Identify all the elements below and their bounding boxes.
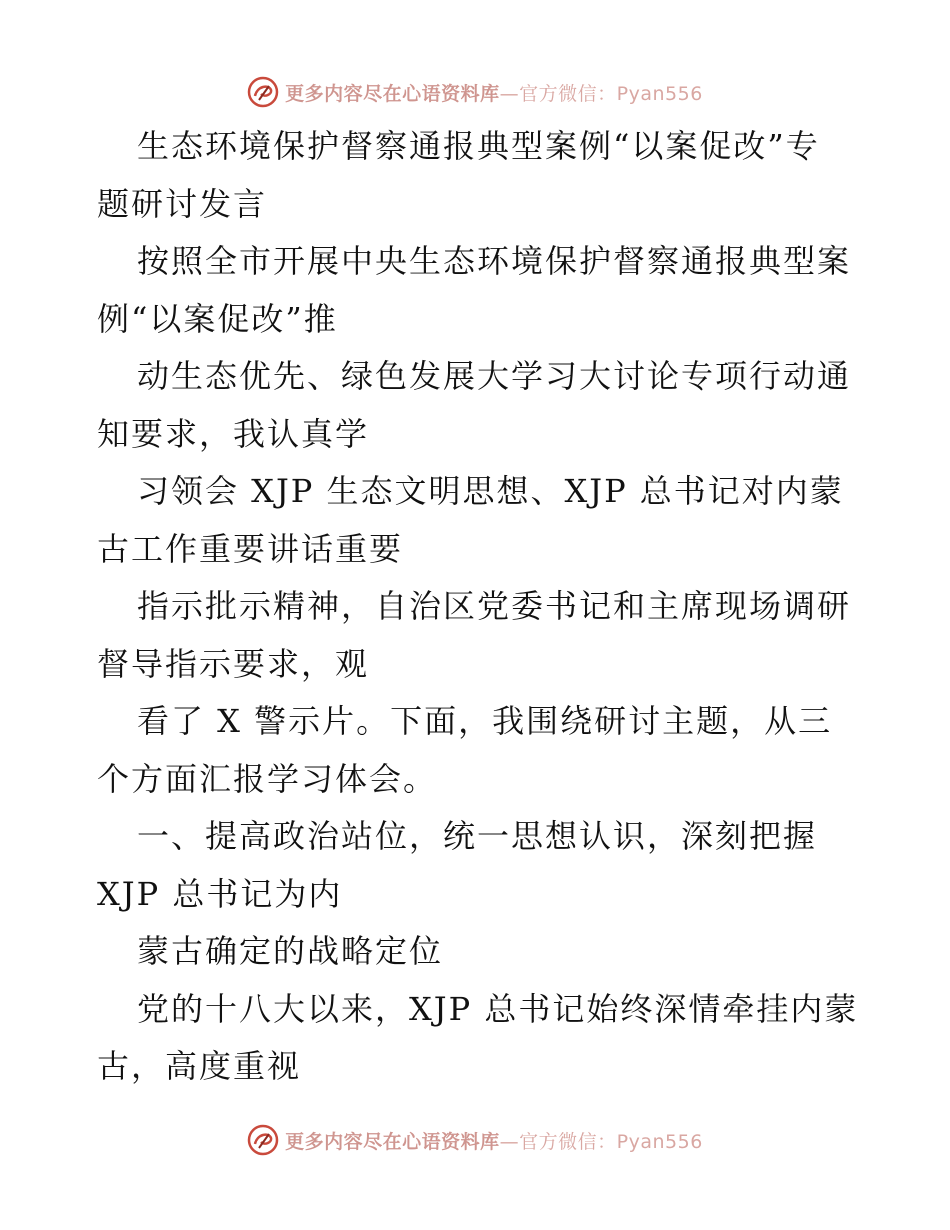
header-separator: —: [499, 82, 520, 105]
footer-banner: [0, 1120, 950, 1160]
footer-contact-text: 官方微信：Pyan556: [519, 1130, 703, 1153]
text-line: 例“以案促改”推: [97, 299, 338, 338]
text-line: 生态环境保护督察通报典型案例“以案促改”专: [137, 127, 820, 165]
text-line: 指示批示精神，自治区党委书记和主席现场调研: [137, 587, 852, 625]
text-line: 知要求，我认真学: [97, 414, 370, 453]
text-line: 党的十八大以来，XJP 总书记始终深情牵挂内蒙: [137, 989, 859, 1028]
text-line: XJP 总书记为内: [97, 874, 343, 913]
red-swirl-logo-icon: [247, 76, 279, 108]
footer-separator: —: [499, 1130, 520, 1153]
header-banner: [0, 72, 950, 112]
text-line: 古工作重要讲话重要: [97, 529, 404, 568]
text-line: 古，高度重视: [97, 1047, 302, 1085]
header-contact-text: 官方微信：Pyan556: [519, 82, 703, 105]
text-line: 习领会 XJP 生态文明思想、XJP 总书记对内蒙: [137, 472, 844, 510]
document-body: [97, 118, 857, 1096]
text-line: 动生态优先、绿色发展大学习大讨论专项行动通: [137, 357, 852, 395]
text-line: 按照全市开展中央生态环境保护督察通报典型案: [137, 242, 852, 280]
text-line: 一、提高政治站位，统一思想认识，深刻把握: [137, 817, 818, 855]
footer-site-text: 更多内容尽在心语资料库: [285, 1130, 500, 1153]
text-line: 督导指示要求，观: [97, 644, 370, 683]
text-line: 蒙古确定的战略定位: [137, 932, 444, 970]
text-line: 看了 X 警示片。下面，我围绕研讨主题，从三: [137, 702, 833, 740]
red-swirl-logo-icon: [247, 1124, 279, 1156]
text-line: 题研讨发言: [97, 184, 268, 223]
text-line: 个方面汇报学习体会。: [97, 759, 438, 798]
header-site-text: 更多内容尽在心语资料库: [285, 82, 500, 105]
